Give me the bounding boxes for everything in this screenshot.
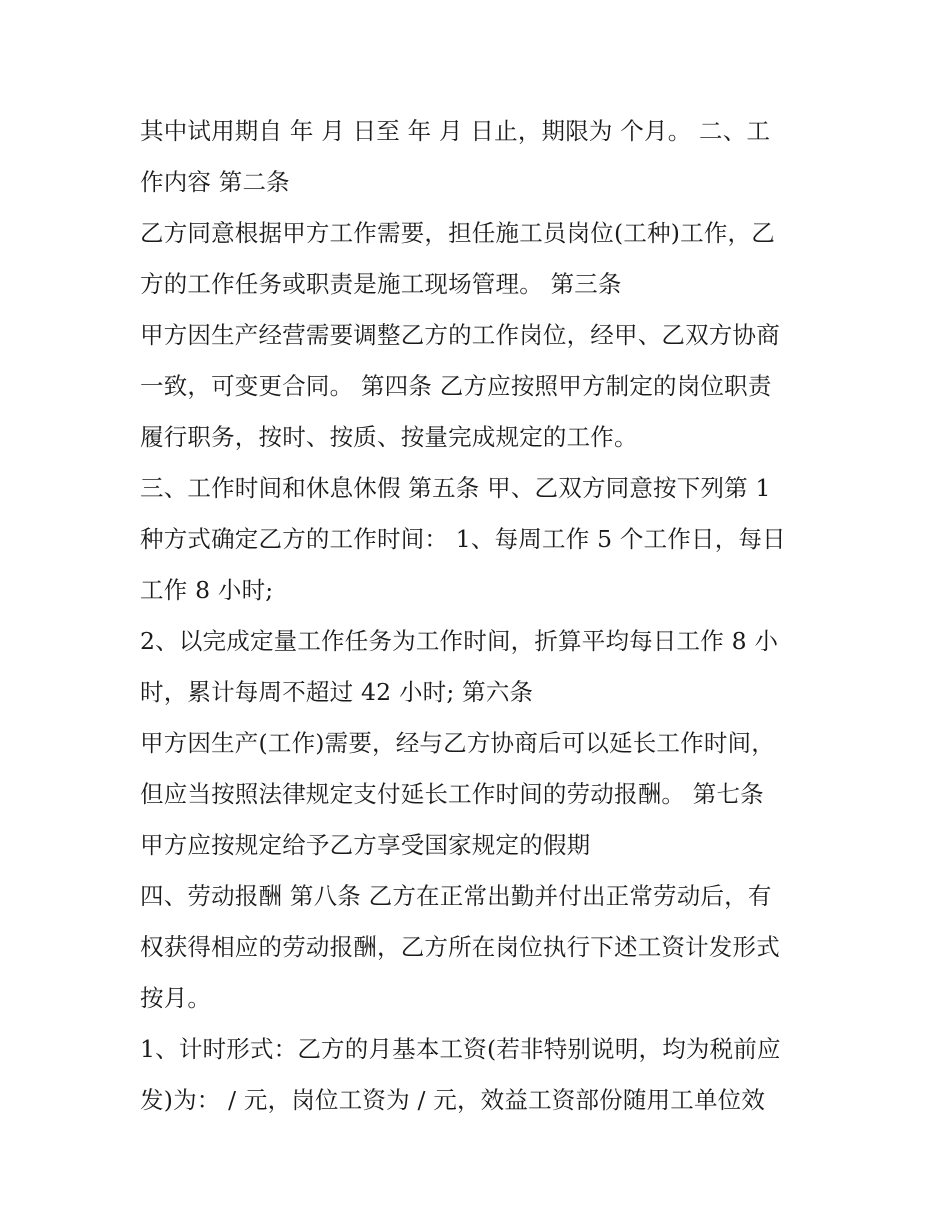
text-line: 作内容 第二条 (140, 168, 290, 196)
text-line: 甲方因生产经营需要调整乙方的工作岗位，经甲、乙双方协商 (140, 321, 780, 349)
text-line: 工作 8 小时; (140, 576, 274, 604)
text-line: 甲方因生产(工作)需要，经与乙方协商后可以延长工作时间， (140, 729, 775, 757)
document-text-body (140, 106, 830, 1126)
text-line: 四、劳动报酬 第八条 乙方在正常出勤并付出正常劳动后，有 (140, 882, 772, 910)
text-line: 权获得相应的劳动报酬，乙方所在岗位执行下述工资计发形式 (140, 933, 780, 961)
text-line: 甲方应按规定给予乙方享受国家规定的假期 (140, 831, 591, 859)
text-line: 履行职务，按时、按质、按量完成规定的工作。 (140, 423, 638, 451)
text-line: 时，累计每周不超过 42 小时; 第六条 (140, 678, 534, 706)
text-line: 其中试用期自 年 月 日至 年 月 日止，期限为 个月。 二、工 (140, 117, 771, 145)
text-line: 种方式确定乙方的工作时间： 1、每周工作 5 个工作日，每日 (140, 525, 786, 553)
text-line: 但应当按照法律规定支付延长工作时间的劳动报酬。 第七条 (140, 780, 764, 808)
text-line: 1、计时形式：乙方的月基本工资(若非特别说明，均为税前应 (140, 1035, 781, 1063)
text-line: 一致，可变更合同。 第四条 乙方应按照甲方制定的岗位职责 (140, 372, 772, 400)
text-line: 按月。 (140, 984, 212, 1012)
text-line: 方的工作任务或职责是施工现场管理。 第三条 (140, 270, 622, 298)
text-line: 三、工作时间和休息休假 第五条 甲、乙双方同意按下列第 1 (140, 474, 771, 502)
text-line: 2、以完成定量工作任务为工作时间，折算平均每日工作 8 小 (140, 627, 779, 655)
text-line: 发)为： / 元，岗位工资为 / 元，效益工资部份随用工单位效 (140, 1086, 766, 1114)
text-line: 乙方同意根据甲方工作需要，担任施工员岗位(工种)工作，乙 (140, 219, 775, 247)
